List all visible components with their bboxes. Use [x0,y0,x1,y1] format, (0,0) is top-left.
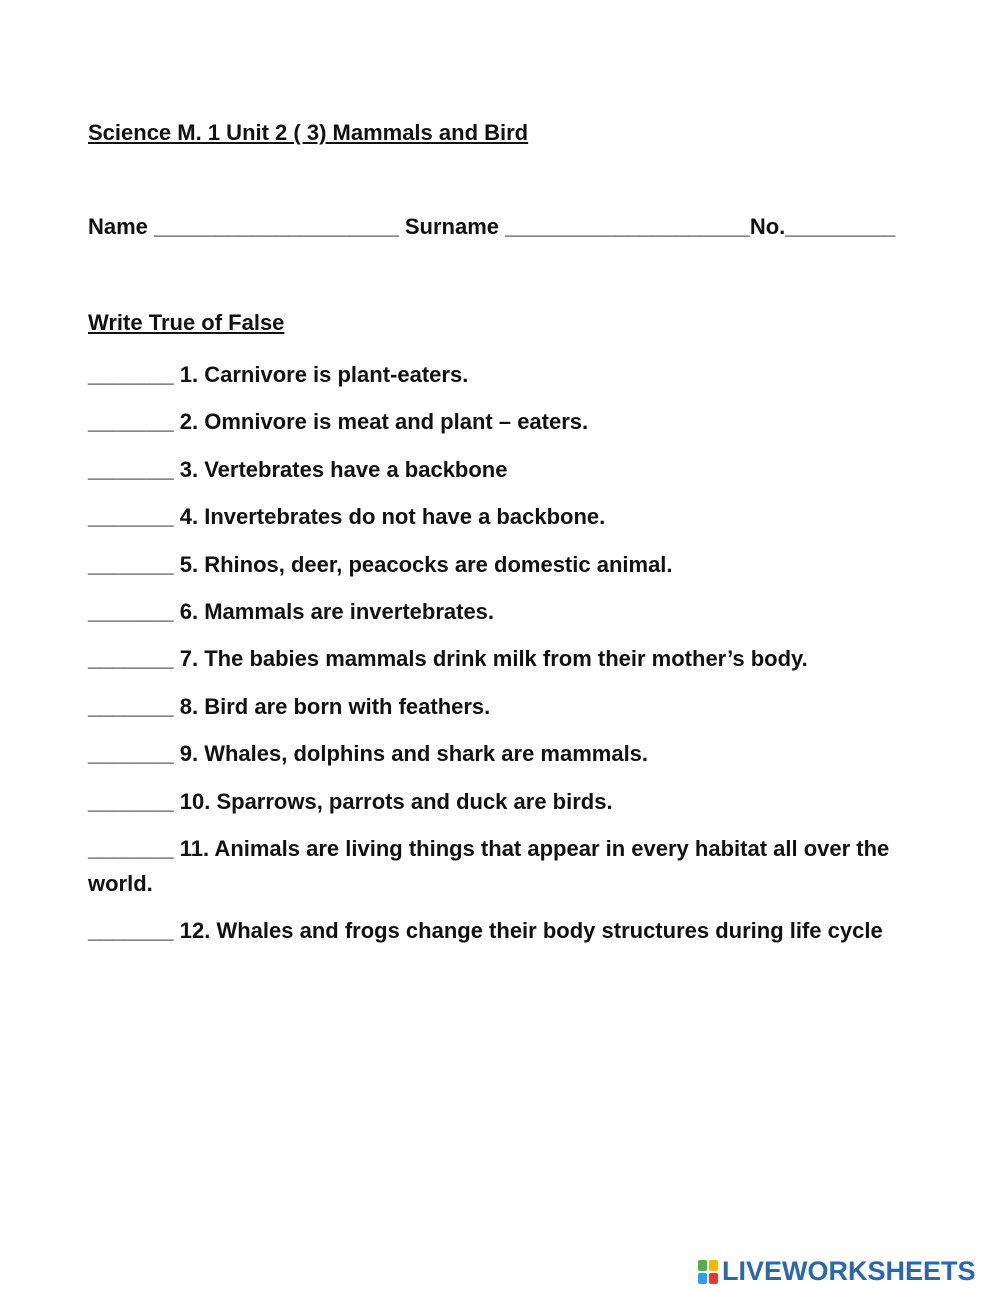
instruction-heading: Write True of False [88,310,285,335]
name-surname-number-line: Name ____________________ Surname ____________________No._________ [88,214,896,239]
question-12: _______ 12. Whales and frogs change their body structures during life cycle [88,918,883,944]
logo-block-blue [698,1273,707,1284]
question-3: _______ 3. Vertebrates have a backbone [88,456,508,482]
logo-text: LIVEWORKSHEETS [722,1256,976,1286]
question-4: _______ 4. Invertebrates do not have a backbone. [88,504,606,530]
liveworksheets-logo [697,1256,976,1287]
logo-block-red [709,1273,718,1284]
logo-blocks-icon [697,1259,719,1285]
question-9: _______ 9. Whales, dolphins and shark are mammals. [88,741,649,767]
question-list [88,357,918,961]
question-11: _______ 11. Animals are living things that appear in every habitat all over the world. [88,835,890,896]
question-1: _______ 1. Carnivore is plant-eaters. [88,362,469,387]
question-2: _______ 2. Omnivore is meat and plant – eaters. [88,409,589,435]
question-7: _______ 7. The babies mammals drink milk from their mother’s body. [88,646,808,672]
question-6: _______ 6. Mammals are invertebrates. [88,598,495,624]
question-5: _______ 5. Rhinos, deer, peacocks are domestic animal. [88,551,673,577]
question-8: _______ 8. Bird are born with feathers. [88,693,491,719]
logo-block-yellow [709,1260,718,1271]
worksheet-title: Science M. 1 Unit 2 ( 3) Mammals and Bird [88,120,529,145]
question-10: _______ 10. Sparrows, parrots and duck are birds. [88,788,613,814]
logo-block-green [698,1260,707,1271]
